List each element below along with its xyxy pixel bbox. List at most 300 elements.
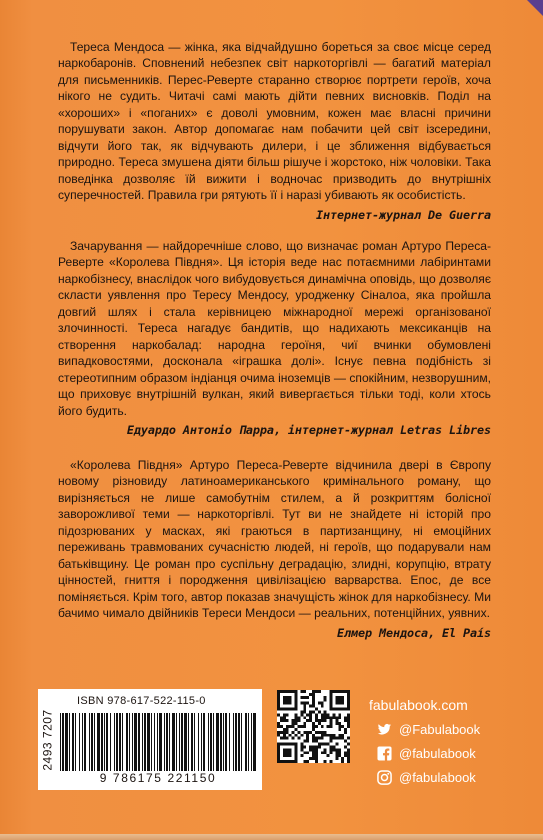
qr-module: [347, 725, 350, 728]
qr-module: [303, 705, 306, 708]
qr-module: [315, 740, 318, 743]
qr-module: [330, 751, 333, 754]
qr-module: [312, 740, 315, 743]
qr-module: [341, 734, 344, 737]
barcode-bar: [164, 713, 165, 771]
qr-module: [330, 722, 333, 725]
qr-module: [347, 760, 350, 763]
qr-module: [309, 716, 312, 719]
qr-module: [341, 725, 344, 728]
qr-module: [289, 734, 292, 737]
qr-module: [338, 734, 341, 737]
qr-module: [300, 710, 303, 713]
qr-module: [347, 754, 350, 757]
side-code-text: 2493 7207: [41, 709, 56, 771]
barcode-bar: [216, 713, 219, 771]
qr-module: [280, 737, 283, 740]
qr-module: [332, 734, 335, 737]
qr-module: [335, 748, 338, 751]
social-instagram[interactable]: [377, 770, 476, 785]
qr-module: [312, 690, 315, 693]
social-handle: @Fabulabook: [399, 722, 481, 737]
qr-module: [297, 719, 300, 722]
qr-module: [312, 702, 315, 705]
qr-module: [312, 745, 315, 748]
qr-module: [338, 728, 341, 731]
barcode-bar: [157, 713, 158, 771]
qr-module: [330, 737, 333, 740]
qr-module: [306, 737, 309, 740]
qr-module: [280, 716, 283, 719]
barcode-bar: [97, 713, 100, 771]
qr-module: [335, 757, 338, 760]
qr-module: [309, 731, 312, 734]
review-source: Едуардо Антоніо Парра, інтернет-журнал Letras Libres: [126, 422, 491, 437]
qr-module: [318, 719, 321, 722]
twitter-icon: [377, 722, 392, 737]
barcode-bar: [229, 713, 230, 771]
qr-module: [327, 716, 330, 719]
social-facebook[interactable]: [377, 746, 476, 761]
barcode-bar: [208, 713, 209, 771]
qr-module: [344, 745, 347, 748]
qr-module: [338, 722, 341, 725]
qr-module: [332, 737, 335, 740]
qr-module: [324, 699, 327, 702]
barcode-bar: [248, 713, 249, 771]
qr-module: [300, 748, 303, 751]
barcode-bar: [251, 713, 252, 771]
qr-module: [300, 725, 303, 728]
qr-module: [303, 725, 306, 728]
qr-module: [335, 743, 338, 746]
barcode-bar: [144, 713, 146, 771]
qr-module: [347, 716, 350, 719]
barcode-bar: [84, 713, 86, 771]
qr-module: [347, 722, 350, 725]
qr-module: [286, 719, 289, 722]
qr-module: [327, 713, 330, 716]
facebook-icon: [377, 746, 392, 761]
qr-module: [292, 731, 295, 734]
barcode-bar: [65, 713, 68, 771]
qr-module: [292, 722, 295, 725]
qr-module: [283, 719, 286, 722]
qr-module: [344, 751, 347, 754]
qr-module: [297, 737, 300, 740]
qr-module: [286, 737, 289, 740]
qr-module: [318, 737, 321, 740]
qr-module: [312, 705, 315, 708]
barcode-bar: [91, 713, 93, 771]
qr-module: [312, 757, 315, 760]
barcode-bar: [172, 713, 175, 771]
qr-module: [309, 710, 312, 713]
qr-module: [327, 734, 330, 737]
barcode-bar: [106, 713, 108, 771]
qr-module: [295, 734, 298, 737]
review-2: [58, 238, 491, 438]
qr-module: [315, 708, 318, 711]
review-1: [58, 39, 491, 223]
qr-module: [283, 728, 286, 731]
review-source: Інтернет-журнал De Guerra: [315, 207, 491, 222]
barcode-bar: [94, 713, 95, 771]
barcode-bar: [60, 713, 61, 771]
barcode-bar: [132, 713, 133, 771]
barcode-bar: [69, 713, 70, 771]
qr-module: [277, 722, 280, 725]
barcode-bar: [184, 713, 187, 771]
barcode-bar: [198, 713, 199, 771]
barcode-bar: [79, 713, 80, 771]
qr-module: [309, 719, 312, 722]
isbn-label: ISBN 978-617-522-115-0: [77, 695, 206, 707]
qr-module: [341, 760, 344, 763]
qr-module: [312, 693, 315, 696]
qr-module: [332, 713, 335, 716]
qr-module: [306, 751, 309, 754]
qr-module: [309, 745, 312, 748]
qr-module: [324, 719, 327, 722]
side-code: [38, 695, 58, 785]
qr-module: [324, 760, 327, 763]
barcode-bar: [122, 713, 123, 771]
barcode-bar: [75, 713, 76, 771]
qr-module: [303, 708, 306, 711]
barcode-bar: [134, 713, 137, 771]
qr-module: [295, 722, 298, 725]
page-edge: [0, 834, 543, 840]
qr-module: [330, 760, 333, 763]
qr-module: [280, 731, 283, 734]
barcode-bar: [194, 713, 195, 771]
qr-module: [315, 719, 318, 722]
qr-module: [300, 743, 303, 746]
qr-module: [324, 734, 327, 737]
qr-module: [306, 740, 309, 743]
qr-module: [344, 740, 347, 743]
qr-module: [321, 705, 324, 708]
qr-module: [330, 716, 333, 719]
qr-module: [312, 754, 315, 757]
website-link[interactable]: fabulabook.com: [369, 697, 468, 713]
barcode-bar: [220, 713, 222, 771]
qr-module: [303, 722, 306, 725]
review-3: [58, 457, 491, 641]
qr-module: [315, 754, 318, 757]
qr-module: [300, 713, 303, 716]
qr-module: [347, 743, 350, 746]
qr-module: [330, 740, 333, 743]
barcode-bar: [223, 713, 224, 771]
qr-module: [283, 713, 286, 716]
qr-module: [315, 745, 318, 748]
qr-module: [303, 745, 306, 748]
qr-module: [335, 719, 338, 722]
qr-module: [341, 757, 344, 760]
qr-module: [318, 702, 321, 705]
qr-module: [347, 719, 350, 722]
qr-module: [309, 757, 312, 760]
qr-module: [306, 734, 309, 737]
qr-module: [283, 716, 286, 719]
qr-module: [277, 731, 280, 734]
qr-module: [324, 743, 327, 746]
barcode-bar: [241, 713, 242, 771]
barcode-bar: [104, 713, 105, 771]
barcode-bar: [89, 713, 90, 771]
qr-module: [312, 734, 315, 737]
qr-module: [330, 745, 333, 748]
barcode-bar: [238, 713, 240, 771]
qr-module: [344, 731, 347, 734]
qr-module: [283, 731, 286, 734]
qr-module: [300, 745, 303, 748]
barcode-bar: [245, 713, 247, 771]
qr-module: [344, 728, 347, 731]
qr-module: [312, 737, 315, 740]
qr-module: [303, 731, 306, 734]
barcode-bar: [201, 713, 202, 771]
qr-module: [315, 731, 318, 734]
barcode-bar: [203, 713, 205, 771]
qr-module: [321, 743, 324, 746]
barcode-bar: [126, 713, 128, 771]
qr-module: [321, 731, 324, 734]
barcode-bar: [62, 713, 64, 771]
barcode-bar: [138, 713, 140, 771]
barcode-bar: [225, 713, 227, 771]
qr-module: [297, 725, 300, 728]
qr-module: [292, 737, 295, 740]
barcode-bar: [233, 713, 234, 771]
qr-module: [303, 710, 306, 713]
barcode-bar: [159, 713, 162, 771]
social-handle: @fabulabook: [399, 746, 476, 761]
barcode-bars: [60, 713, 256, 771]
barcode-panel: [38, 689, 262, 790]
qr-module: [295, 713, 298, 716]
qr-module: [338, 725, 341, 728]
qr-module: [300, 696, 303, 699]
qr-module: [286, 728, 289, 731]
qr-module: [324, 748, 327, 751]
qr-module: [335, 751, 338, 754]
qr-module: [306, 713, 309, 716]
qr-module: [295, 719, 298, 722]
social-handle: @fabulabook: [399, 770, 476, 785]
barcode-bar: [166, 713, 168, 771]
qr-module: [344, 754, 347, 757]
review-text: Тереса Мендоса — жінка, яка відчайдушно бореться за своє місце серед наркобаронів. Сповнений небезпек світ наркоторгівлі — багатий матеріал для письменників. Перес-Реверте старанно створює портрети героїв, хоча нікого не судить. Читачі самі мають дійти певних висновків. Поділ на «хороших» і «поганих» є доволі умовним, кожен має власні причини порушувати закон. Автор допомагає нам побачити цей світ ізсередини, відчути його так, як відчувають дилери, і це зближення відбувається природно. Тереса змушена діяти більш рішуче і жорстоко, ніж чоловіки. Така поведінка дозволяє їй вижити і водночас призводить до внутрішніх суперечностей. Правила гри рятують її і наразі убивають як особистість.: [58, 40, 491, 203]
qr-module: [277, 713, 280, 716]
barcode-bar: [179, 713, 180, 771]
qr-code[interactable]: [277, 690, 350, 763]
qr-module: [347, 737, 350, 740]
qr-module: [332, 748, 335, 751]
barcode-bar: [129, 713, 130, 771]
qr-module: [318, 690, 321, 693]
qr-module: [315, 716, 318, 719]
qr-module: [324, 751, 327, 754]
qr-module: [306, 731, 309, 734]
qr-module: [327, 743, 330, 746]
barcode-bar: [188, 713, 189, 771]
qr-module: [321, 713, 324, 716]
barcode-bar: [235, 713, 237, 771]
qr-module: [297, 716, 300, 719]
barcode-bar: [72, 713, 74, 771]
qr-module: [303, 696, 306, 699]
qr-module: [283, 734, 286, 737]
qr-module: [341, 737, 344, 740]
qr-module: [280, 725, 283, 728]
qr-module: [321, 737, 324, 740]
qr-module: [303, 716, 306, 719]
qr-module: [295, 716, 298, 719]
review-source: Елмер Мендоса, El País: [336, 625, 491, 640]
barcode-bar: [147, 713, 150, 771]
corner-accent: [527, 0, 543, 16]
qr-finder: [335, 696, 344, 705]
barcode-bar: [142, 713, 143, 771]
qr-module: [312, 710, 315, 713]
qr-module: [338, 737, 341, 740]
ean-digits: 9 786175 221150: [99, 771, 217, 785]
qr-module: [338, 716, 341, 719]
qr-module: [347, 748, 350, 751]
qr-module: [335, 716, 338, 719]
qr-module: [303, 690, 306, 693]
qr-module: [315, 748, 318, 751]
qr-module: [277, 734, 280, 737]
qr-module: [330, 719, 333, 722]
qr-module: [330, 748, 333, 751]
qr-module: [295, 728, 298, 731]
review-text: Зачарування — найдоречніше слово, що визначає роман Артуро Переса-Реверте «Королева Півдня». Ця історія веде нас потаємними лабіринтами наркобізнесу, внаслідок чого вибудовується динамічна оповідь, що дозволяє скласти уявлення про Тересу Мендосу, уродженку Сінaлоа, яка пройшла довгий шлях і стала керівницею міжнародної мережі організованої злочинності. Тереса нагадує бандитів, що надихають мексиканців на створення наркобалад: народна героїня, чиї вчинки обумовлені випадковостями, досконала «іграшка долі». Існує певна подібність зі стереотипним образом індіанця очима іноземців — спокійним, незворушним, що приховує внутрішній вулкан, який вивергається тільки тоді, коли хтось його будить.: [58, 239, 492, 418]
qr-module: [286, 725, 289, 728]
qr-module: [347, 751, 350, 754]
qr-module: [315, 725, 318, 728]
qr-module: [309, 713, 312, 716]
instagram-icon: [377, 770, 392, 785]
qr-module: [318, 743, 321, 746]
qr-module: [283, 737, 286, 740]
qr-module: [300, 702, 303, 705]
qr-module: [324, 731, 327, 734]
qr-module: [303, 740, 306, 743]
qr-module: [332, 716, 335, 719]
qr-module: [338, 748, 341, 751]
qr-module: [321, 719, 324, 722]
qr-module: [300, 754, 303, 757]
barcode-bar: [151, 713, 152, 771]
qr-module: [332, 745, 335, 748]
qr-module: [300, 734, 303, 737]
qr-module: [321, 751, 324, 754]
qr-module: [327, 754, 330, 757]
qr-module: [344, 716, 347, 719]
qr-module: [303, 760, 306, 763]
social-twitter[interactable]: [377, 722, 480, 737]
qr-module: [335, 722, 338, 725]
qr-module: [289, 725, 292, 728]
qr-module: [318, 745, 321, 748]
qr-module: [321, 725, 324, 728]
qr-module: [306, 696, 309, 699]
qr-module: [335, 754, 338, 757]
qr-module: [312, 748, 315, 751]
qr-module: [347, 757, 350, 760]
qr-module: [312, 751, 315, 754]
qr-module: [324, 713, 327, 716]
barcode-bar: [101, 713, 103, 771]
qr-module: [315, 751, 318, 754]
qr-module: [292, 719, 295, 722]
barcode-bar: [110, 713, 111, 771]
qr-module: [306, 719, 309, 722]
qr-module: [300, 690, 303, 693]
barcode-bar: [154, 713, 155, 771]
barcode-bar: [191, 713, 193, 771]
qr-code-image: [277, 690, 350, 763]
qr-module: [312, 696, 315, 699]
qr-module: [303, 702, 306, 705]
qr-module: [309, 705, 312, 708]
qr-module: [330, 725, 333, 728]
qr-module: [318, 731, 321, 734]
qr-finder: [283, 696, 292, 705]
barcode-bar: [176, 713, 177, 771]
qr-module: [338, 713, 341, 716]
qr-module: [315, 737, 318, 740]
qr-module: [324, 696, 327, 699]
barcode-bar: [116, 713, 118, 771]
qr-module: [280, 719, 283, 722]
qr-module: [338, 754, 341, 757]
qr-module: [306, 760, 309, 763]
qr-module: [286, 731, 289, 734]
qr-finder: [283, 748, 292, 757]
qr-module: [318, 722, 321, 725]
qr-module: [315, 690, 318, 693]
qr-module: [312, 722, 315, 725]
qr-module: [321, 702, 324, 705]
qr-module: [338, 751, 341, 754]
qr-module: [315, 760, 318, 763]
barcode-bar: [210, 713, 212, 771]
qr-module: [297, 731, 300, 734]
qr-module: [324, 710, 327, 713]
barcode-bar: [253, 713, 256, 771]
barcode-bar: [181, 713, 183, 771]
qr-module: [315, 757, 318, 760]
qr-module: [315, 713, 318, 716]
barcode-bar: [213, 713, 214, 771]
qr-module: [318, 710, 321, 713]
barcode-bar: [119, 713, 121, 771]
qr-module: [327, 725, 330, 728]
qr-module: [309, 748, 312, 751]
qr-module: [303, 751, 306, 754]
qr-module: [335, 737, 338, 740]
review-text: «Королева Півдня» Артуро Переса-Реверте відчинила двері в Європу новому різновиду латиноамериканського кримінального роману, що вирізняється не лише самобутнім стилем, а й розкриттям болісної заворожливої теми — наркоторгівлі. Тут ви не знайдете ні історій про підозрюваних у масках, які граються в партизанщину, ні емоційних переживань травмованих сучасністю людей, ні героїв, що подарували нам батьківщину. Це роман про суспільну деградацію, злидні, корупцію, втрату цінностей, гниття і породження цивілізацією варварства. Епос, де все поміняється. Крім того, автор показав значущість жінок для наркобізнесу. Ми бачимо чимало двійників Тереси Мендоси — реальних, потенційних, уявних.: [58, 458, 491, 621]
qr-module: [347, 713, 350, 716]
barcode-bar: [114, 713, 115, 771]
barcode-bar: [82, 713, 83, 771]
qr-module: [312, 725, 315, 728]
